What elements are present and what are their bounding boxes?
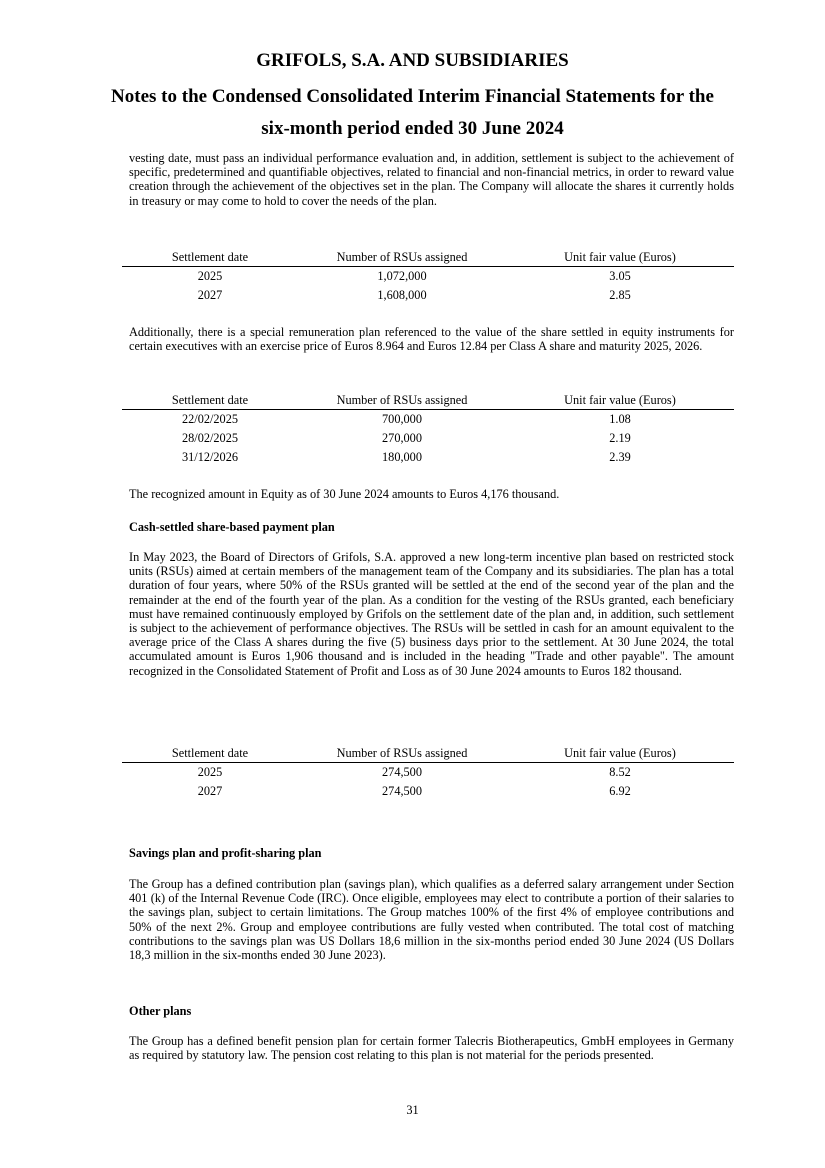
paragraph-vesting: vesting date, must pass an individual performance evaluation and, in addition, settlement is subject to the achievement of specific, predetermined and quantifiable objectives, related to financial and non-financial metrics, in order to reward value creation through the achievement of the objectives set in the plan. The Company will allocate the shares it currently holds in treasury or may come to hold to cover the needs of the plan. — [129, 151, 734, 208]
table-row — [122, 429, 734, 448]
company-name: GRIFOLS, S.A. AND SUBSIDIARIES — [256, 50, 569, 71]
column-header-unit-fair-value: Unit fair value (Euros) — [506, 746, 734, 763]
unit-fair-value-cell: 2.19 — [609, 431, 631, 445]
column-header-settlement-date: Settlement date — [122, 746, 298, 763]
settlement-date-cell: 2027 — [197, 288, 223, 302]
paragraph-cash-settled-plan: In May 2023, the Board of Directors of Grifols, S.A. approved a new long-term incentive plan based on restricted stock units (RSUs) aimed at certain members of the management team of the Company and its subsidiaries. The plan has a total duration of four years, where 50% of the RSUs granted will be settled at the end of the second year of the plan and the remainder at the end of the fourth year of the plan. As a condition for the vesting of the RSUs granted, each beneficiary must have remained continuously employed by Grifols on the settlement date of the plan and, in addition, such settlement is subject to the achievement of performance objectives. The RSUs will be settled in cash for an amount equivalent to the average price of the Class A shares during the five (5) business days prior to the settlement. At 30 June 2024, the total accumulated amount is Euros 1,906 thousand and is included in the heading "Trade and other payable". The amount recognized in the Consolidated Statement of Profit and Loss as of 30 June 2024 amounts to Euros 182 thousand. — [129, 550, 734, 678]
rsu-table-cash-settled — [122, 746, 734, 801]
column-header-rsus-assigned: Number of RSUs assigned — [298, 393, 506, 410]
column-header-settlement-date: Settlement date — [122, 250, 298, 267]
unit-fair-value-cell: 8.52 — [609, 765, 631, 779]
settlement-date-cell: 31/12/2026 — [181, 450, 239, 464]
paragraph-savings-plan: The Group has a defined contribution plan (savings plan), which qualifies as a deferred salary arrangement under Section 401 (k) of the Internal Revenue Code (IRC). Once eligible, employees may elect to contribute a portion of their salaries to the savings plan, subject to certain limitations. The Group matches 100% of the first 4% of employee contributions and 50% of the next 2%. Group and employee contributions are fully vested when contributed. The total cost of matching contributions to the savings plan was US Dollars 18,6 million in the six-months period ended 30 June 2024 (US Dollars 18,3 million in the six-months ended 30 June 2023). — [129, 877, 734, 963]
rsus-assigned-cell: 700,000 — [382, 412, 422, 426]
heading-other-plans: Other plans — [129, 1004, 192, 1018]
paragraph-other-plans: The Group has a defined benefit pension plan for certain former Talecris Biotherapeutics, GmbH employees in Germany as required by statutory law. The pension cost relating to this plan is not material for the periods presented. — [129, 1034, 734, 1063]
rsus-assigned-cell: 274,500 — [382, 784, 422, 798]
unit-fair-value-cell: 1.08 — [609, 412, 631, 426]
table-row — [122, 763, 734, 783]
heading-cash-settled-plan: Cash-settled share-based payment plan — [129, 520, 335, 534]
settlement-date-cell: 2025 — [197, 765, 223, 779]
unit-fair-value-cell: 2.85 — [609, 288, 631, 302]
table-row — [122, 410, 734, 430]
settlement-date-cell: 22/02/2025 — [181, 412, 239, 426]
document-title-line1: Notes to the Condensed Consolidated Interim Financial Statements for the — [111, 86, 714, 107]
unit-fair-value-cell: 6.92 — [609, 784, 631, 798]
settlement-date-cell: 28/02/2025 — [181, 431, 239, 445]
table-row — [122, 286, 734, 305]
paragraph-equity-amount: The recognized amount in Equity as of 30 June 2024 amounts to Euros 4,176 thousand. — [129, 487, 560, 501]
unit-fair-value-cell: 2.39 — [609, 450, 631, 464]
page-number: 31 — [406, 1103, 419, 1117]
rsus-assigned-cell: 274,500 — [382, 765, 422, 779]
table-row — [122, 267, 734, 287]
heading-savings-plan: Savings plan and profit-sharing plan — [129, 846, 322, 860]
column-header-unit-fair-value: Unit fair value (Euros) — [506, 250, 734, 267]
rsu-table-equity-plan — [122, 250, 734, 305]
unit-fair-value-cell: 3.05 — [609, 269, 631, 283]
rsus-assigned-cell: 270,000 — [382, 431, 422, 445]
settlement-date-cell: 2027 — [197, 784, 223, 798]
rsus-assigned-cell: 1,608,000 — [377, 288, 427, 302]
column-header-rsus-assigned: Number of RSUs assigned — [298, 746, 506, 763]
table-row — [122, 448, 734, 467]
column-header-rsus-assigned: Number of RSUs assigned — [298, 250, 506, 267]
rsus-assigned-cell: 180,000 — [382, 450, 422, 464]
document-title-line2: six-month period ended 30 June 2024 — [261, 118, 564, 139]
paragraph-special-remuneration: Additionally, there is a special remuneration plan referenced to the value of the share settled in equity instruments for certain executives with an exercise price of Euros 8.964 and Euros 12.84 per Class A share and maturity 2025, 2026. — [129, 325, 734, 354]
table-row — [122, 782, 734, 801]
column-header-unit-fair-value: Unit fair value (Euros) — [506, 393, 734, 410]
column-header-settlement-date: Settlement date — [122, 393, 298, 410]
rsu-table-special-plan — [122, 393, 734, 467]
settlement-date-cell: 2025 — [197, 269, 223, 283]
rsus-assigned-cell: 1,072,000 — [377, 269, 427, 283]
